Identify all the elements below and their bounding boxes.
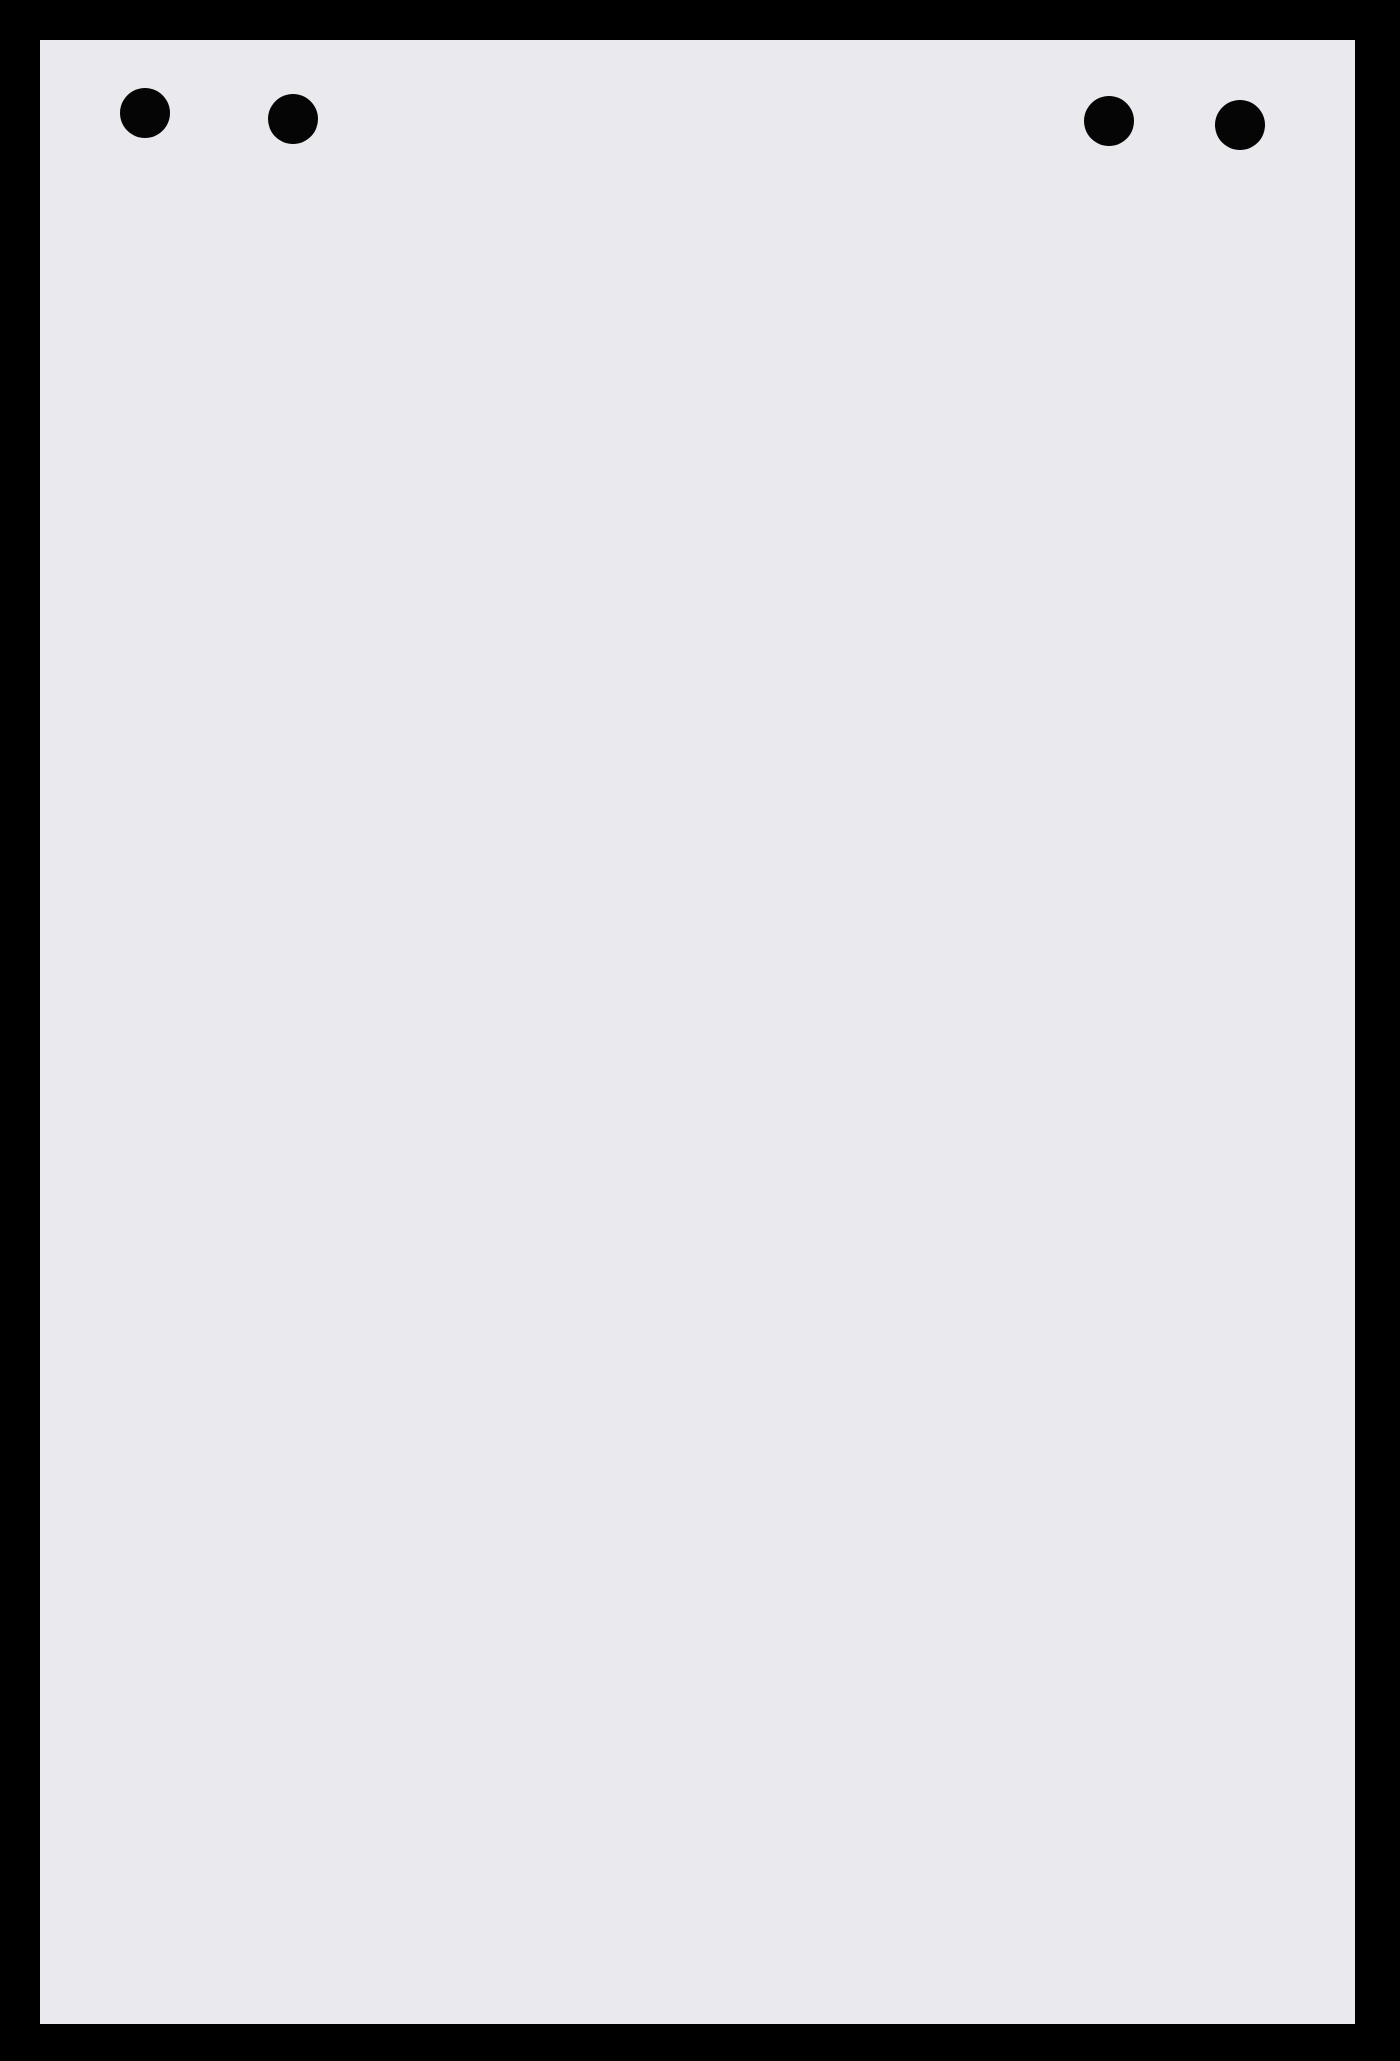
punch-hole (268, 94, 318, 144)
punch-hole (120, 88, 170, 138)
punch-hole (1084, 96, 1134, 146)
punch-hole (1215, 100, 1265, 150)
document-page (40, 40, 1355, 2024)
